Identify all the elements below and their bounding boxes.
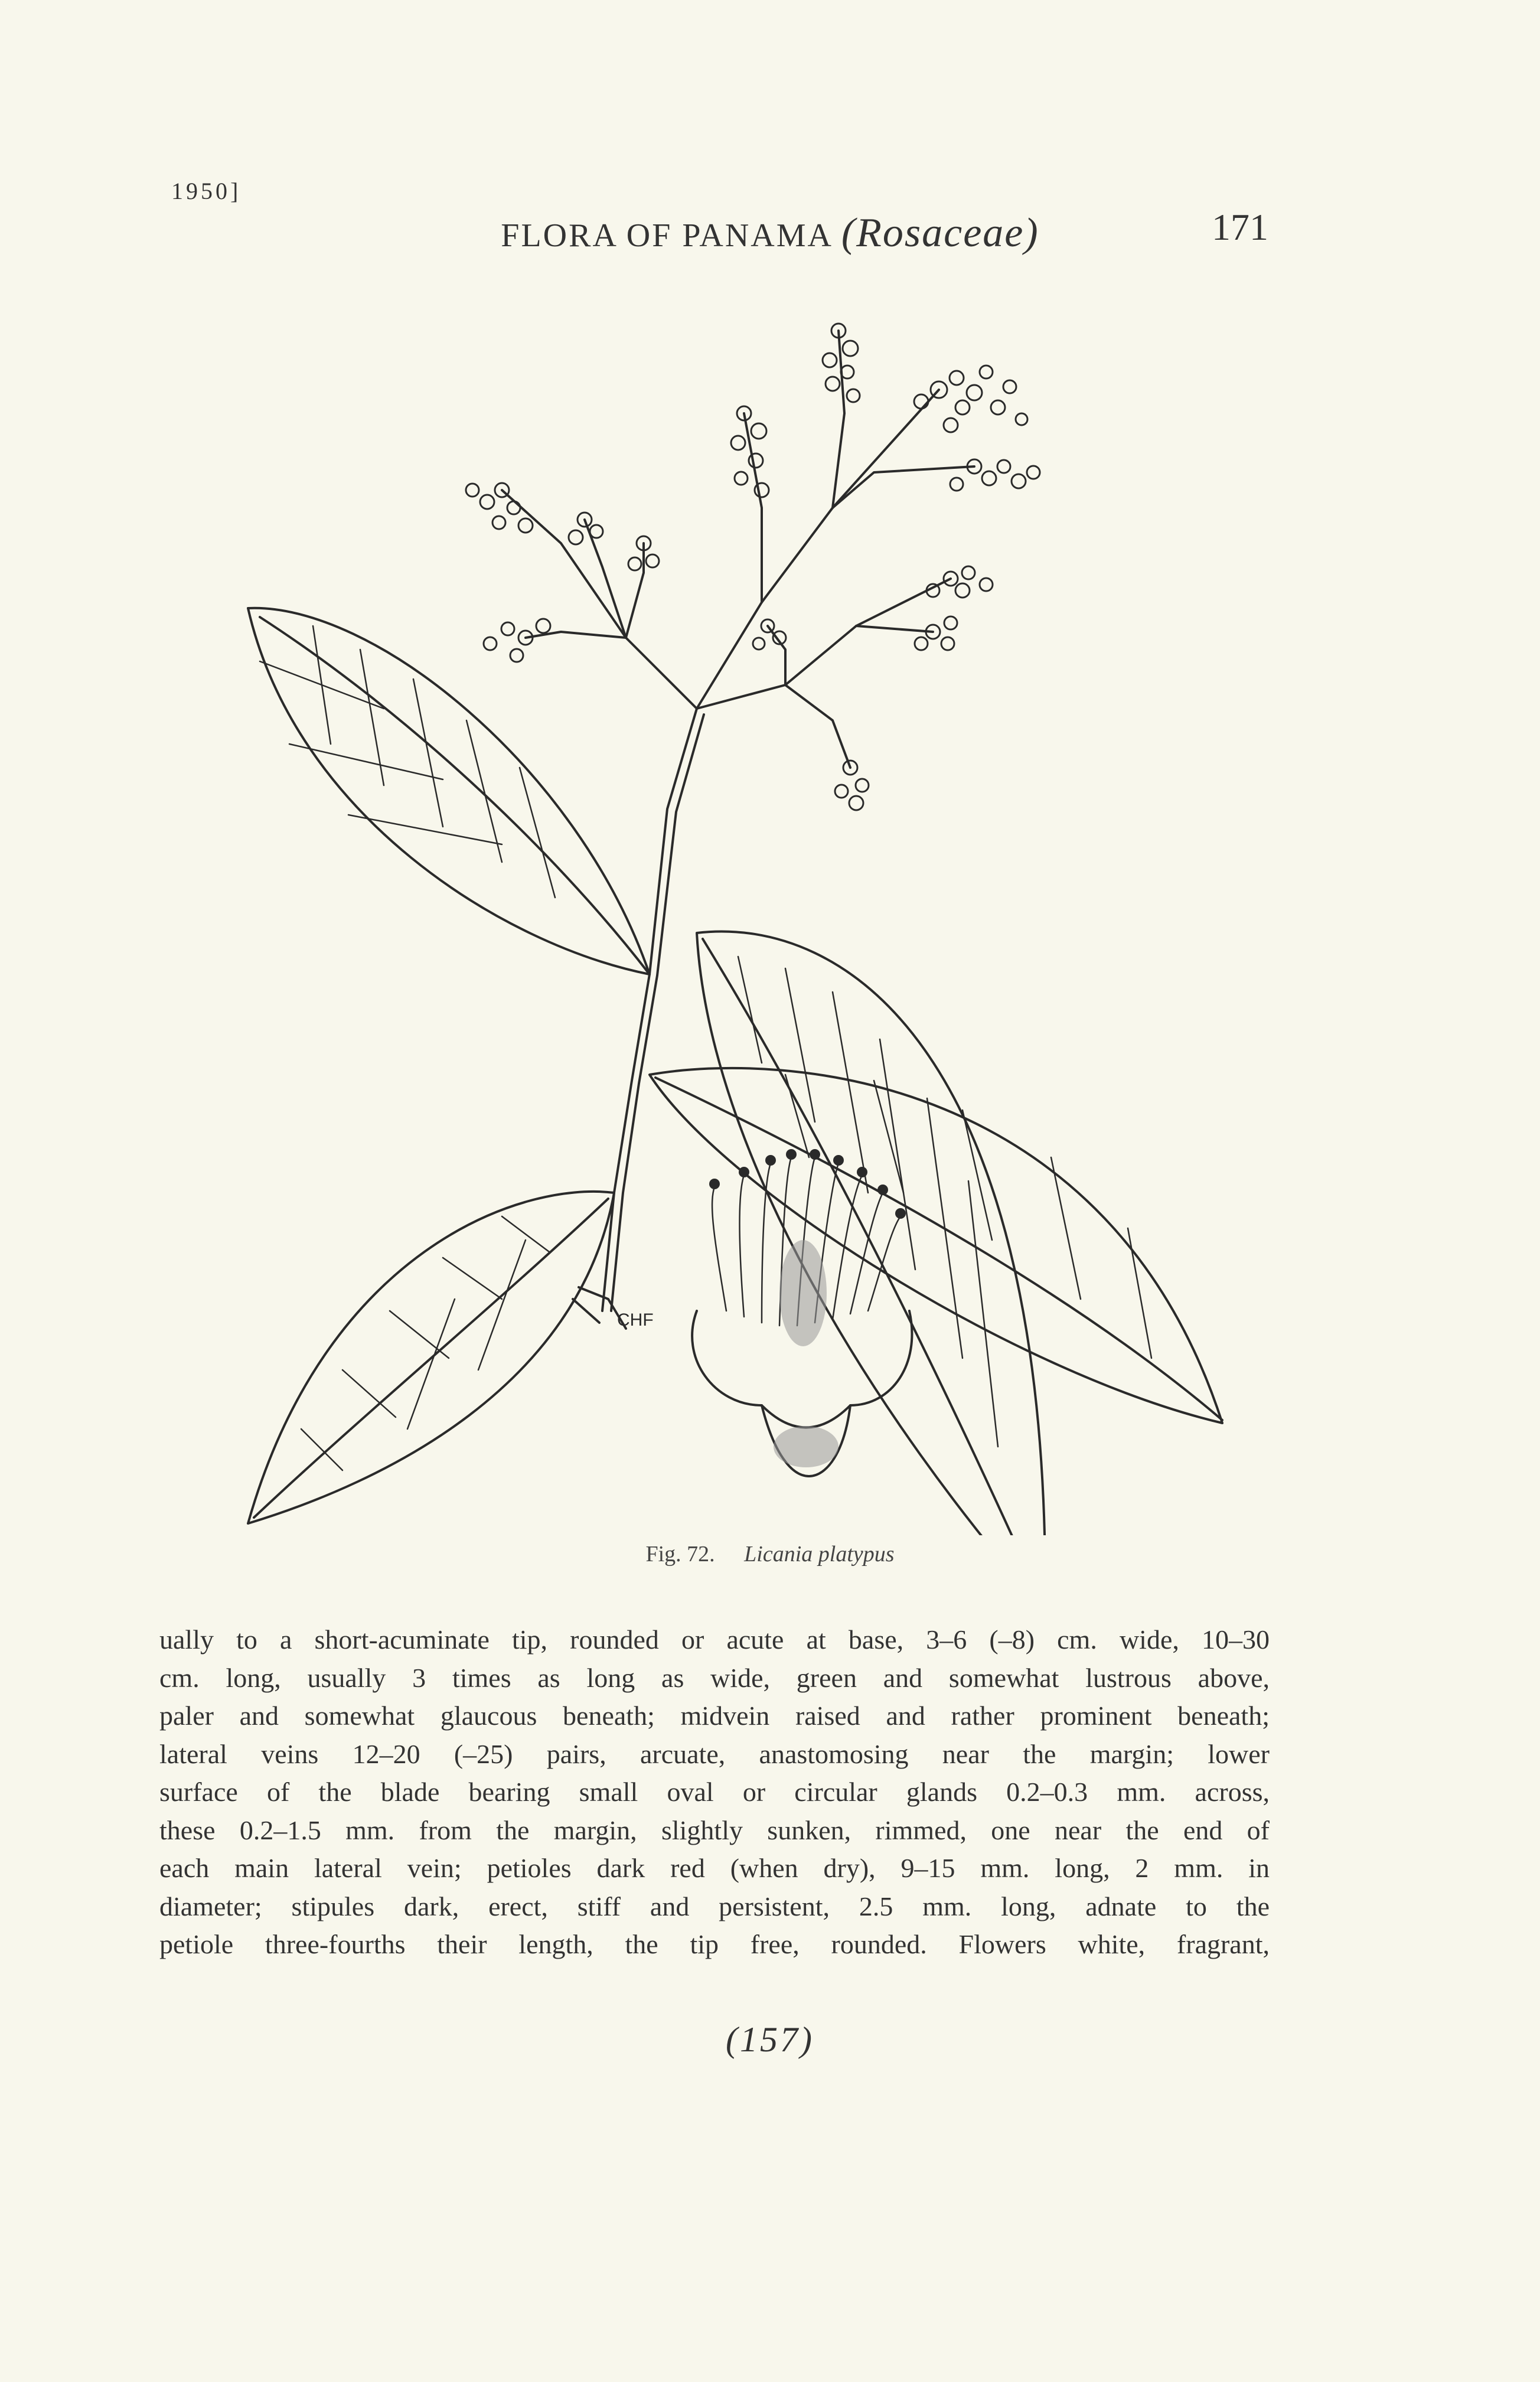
body-line: cm. long, usually 3 times as long as wide, green and somewhat lustrous above,	[159, 1662, 1270, 1693]
leaf-upper-left	[248, 608, 650, 974]
body-line: paler and somewhat glaucous beneath; midvein raised and rather prominent beneath;	[159, 1701, 1270, 1731]
caption-species: Licania platypus	[744, 1542, 895, 1567]
leaf-right-back	[650, 1068, 1222, 1423]
body-line: lateral veins 12–20 (–25) pairs, arcuate, anastomosing near the margin; lower	[159, 1738, 1270, 1769]
caption-label: Fig. 72.	[645, 1542, 715, 1567]
running-head	[0, 210, 1540, 257]
main-stem	[602, 709, 697, 1311]
flower-clusters	[466, 324, 1040, 810]
artist-initials: CHF	[617, 1310, 654, 1330]
body-line: each main lateral vein; petioles dark red (when dry), 9–15 mm. long, 2 mm. in	[159, 1853, 1270, 1883]
figure-caption	[0, 1541, 1540, 1567]
body-line: petiole three-fourths their length, the tip free, rounded. Flowers white, fragrant,	[159, 1929, 1270, 1959]
botanical-illustration	[195, 295, 1317, 1535]
leaf-right-front	[697, 931, 1045, 1535]
folio: (157)	[726, 2020, 814, 2059]
running-head-title: FLORA OF PANAMA	[501, 217, 831, 254]
body-line: these 0.2–1.5 mm. from the margin, slightly sunken, rimmed, one near the end of	[159, 1815, 1270, 1845]
body-line: ually to a short-acuminate tip, rounded or acute at base, 3–6 (–8) cm. wide, 10–30	[159, 1624, 1270, 1655]
running-head-family: (Rosaceae)	[841, 210, 1039, 256]
page-number: 171	[1212, 206, 1268, 248]
flower-detail	[692, 1149, 912, 1476]
body-line: diameter; stipules dark, erect, stiff and persistent, 2.5 mm. long, adnate to the	[159, 1891, 1270, 1921]
header-year: 1950]	[171, 178, 242, 204]
body-line: surface of the blade bearing small oval or circular glands 0.2–0.3 mm. across,	[159, 1777, 1270, 1807]
body-text	[159, 1621, 1270, 1964]
